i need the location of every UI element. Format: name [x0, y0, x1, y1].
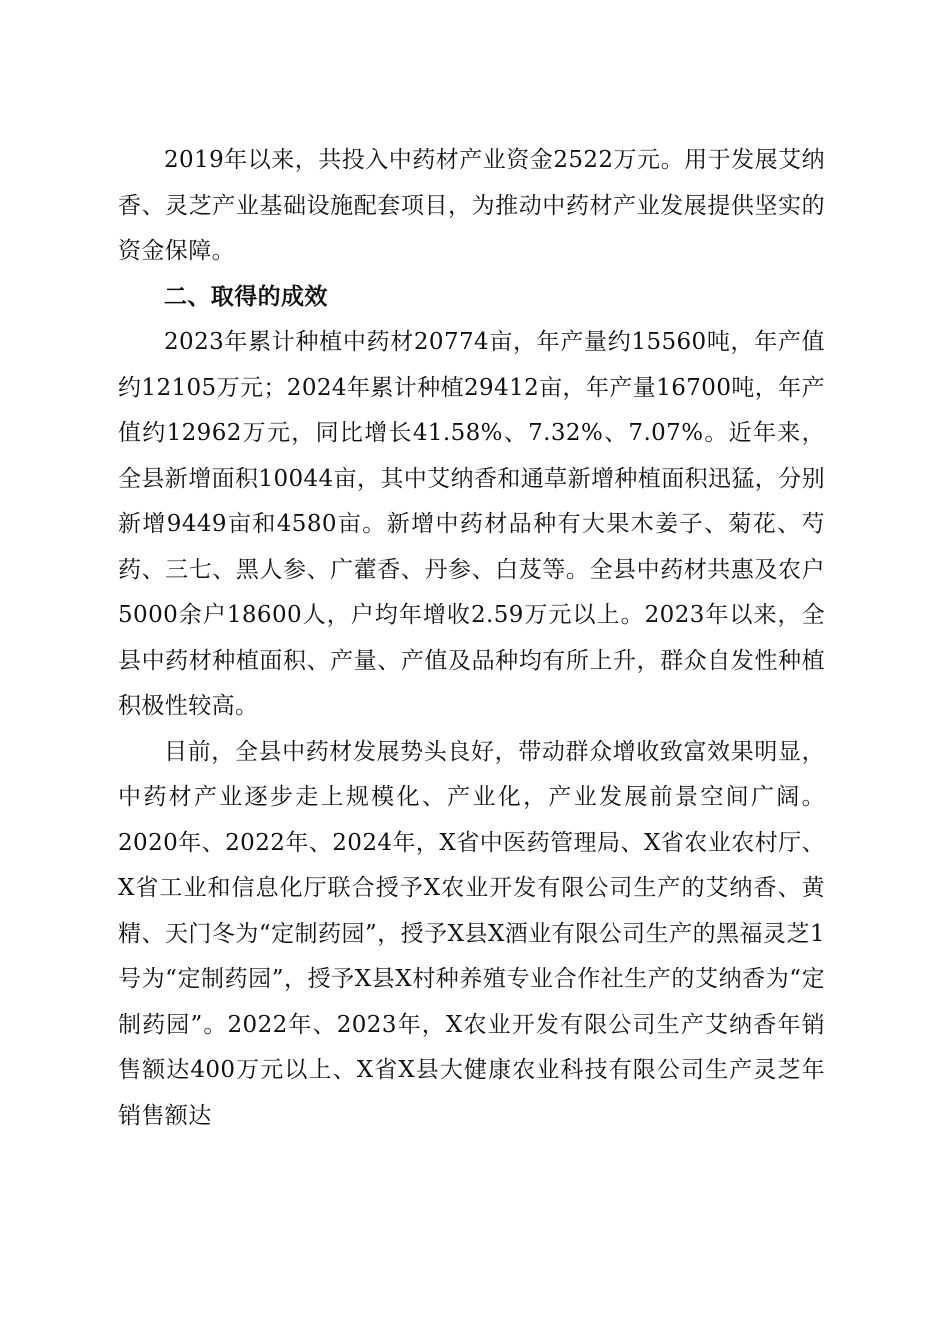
paragraph-development-prospects: 目前，全县中药材发展势头良好，带动群众增收致富效果明显，中药材产业逐步走上规模化、产业化，产业发展前景空间广阔。2020年、2022年、2024年，X省中医药管理局、X省农业农村厅、X省工业和信息化厅联合授予X农业开发有限公司生产的艾纳香、黄精、天门冬为“定制药园”，授予X县X酒业有限公司生产的黑福灵芝1号为“定制药园”，授予X县X村种养殖专业合作社生产的艾纳香为“定制药园”。2022年、2023年，X农业开发有限公司生产艾纳香年销售额达400万元以上、X省X县大健康农业科技有限公司生产灵芝年销售额达	[118, 738, 825, 1129]
paragraph-funding: 2019年以来，共投入中药材产业资金2522万元。用于发展艾纳香、灵芝产业基础设施配套项目，为推动中药材产业发展提供坚实的资金保障。	[118, 147, 825, 264]
document-body	[118, 138, 825, 1139]
section-heading-achievements: 二、取得的成效	[164, 283, 328, 310]
paragraph-planting-statistics: 2023年累计种植中药材20774亩，年产量约15560吨，年产值约12105万元；2024年累计种植29412亩，年产量16700吨，年产值约12962万元，同比增长41.58%、7.32%、7.07%。近年来，全县新增面积10044亩，其中艾纳香和通草新增种植面积迅猛，分别新增9449亩和4580亩。新增中药材品种有大果木姜子、菊花、芍药、三七、黑人参、广藿香、丹参、白芨等。全县中药材共惠及农户5000余户18600人，户均年增收2.59万元以上。2023年以来，全县中药材种植面积、产量、产值及品种均有所上升，群众自发性种植积极性较高。	[118, 329, 825, 719]
